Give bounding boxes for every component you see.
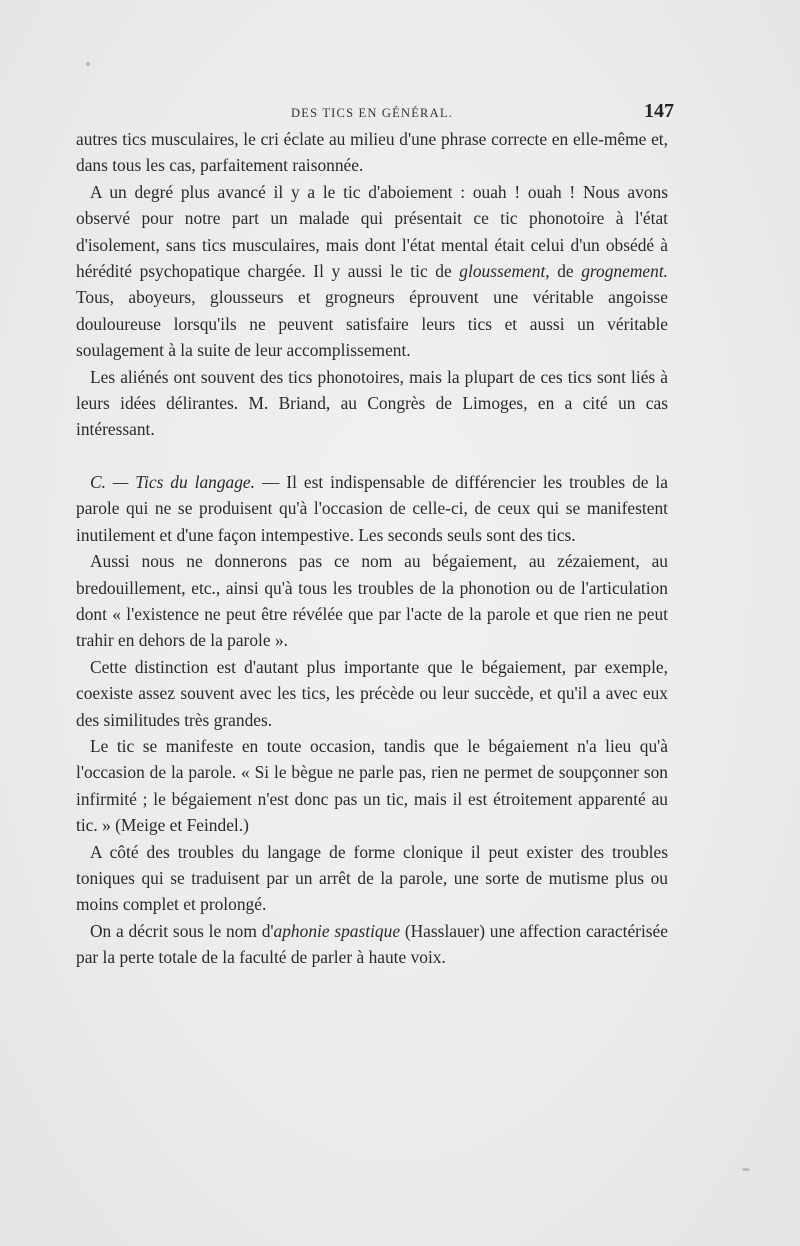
page-number: 147 (644, 100, 674, 122)
paragraph-5: Aussi nous ne donnerons pas ce nom au bégaiement, au zézaiement, au bredouillement, etc., ainsi qu'à tous les troubles de la phonotion ou de l'articulation dont « l'existence ne peut être révélée que par l'acte de la parole et que rien ne peut trahir en dehors de la parole ». (76, 551, 668, 651)
section-c-heading: C. — Tics du langage. (90, 471, 255, 492)
section-c-text: — Il est indispensable de différencier les troubles de la parole qui ne se produisent qu'à l'occasion de celle-ci, de ceux qui se manifestent inutilement et d'une façon intempestive. Les seconds seuls sont des tics. (76, 471, 668, 545)
paragraph-9-start: On a décrit sous le nom d' (90, 920, 274, 941)
paragraph-3: Les aliénés ont souvent des tics phonotoires, mais la plupart de ces tics sont liés à leurs idées délirantes. M. Briand, au Congrès de Limoges, en a cité un cas intéressant. (76, 366, 668, 440)
paragraph-2-end: Tous, aboyeurs, glousseurs et grogneurs éprouvent une véritable angoisse douloureuse lorsqu'ils ne peuvent satisfaire leurs tics et aussi un véritable soulagement à la suite de leur accomplissement. (76, 287, 668, 361)
term-gloussement: gloussement, (459, 261, 550, 282)
paragraph-9 (76, 918, 668, 971)
paragraph-8: A côté des troubles du langage de forme clonique il peut exister des troubles toniques qui se traduisent par un arrêt de la parole, une sorte de mutisme plus ou moins complet et prolongé. (76, 841, 668, 915)
running-head (76, 100, 674, 123)
term-aphonie-spastique: aphonie spastique (273, 920, 401, 941)
print-speck (742, 1168, 750, 1171)
section-c-paragraph (76, 469, 668, 548)
paragraph-9-end: (Hasslauer) une affection caractérisée par la perte totale de la faculté de parler à haute voix. (76, 920, 668, 968)
paragraph-2 (76, 179, 668, 364)
body-text (76, 126, 668, 971)
paragraph-2-mid: de (549, 261, 582, 282)
print-speck (86, 62, 90, 66)
paragraph-7: Le tic se manifeste en toute occasion, tandis que le bégaiement n'a lieu qu'à l'occasion de la parole. « Si le bègue ne parle pas, rien ne permet de soupçonner son infirmité ; le bégaiement n'est donc pas un tic, mais il est étroitement apparenté au tic. » (Meige et Feindel.) (76, 735, 668, 836)
running-title: DES TICS EN GÉNÉRAL. (291, 106, 453, 120)
term-grognement: grognement. (581, 261, 668, 282)
paragraph-2-start: A un degré plus avancé il y a le tic d'aboiement : ouah ! ouah ! Nous avons observé pour notre part un malade qui présentait ce tic phonotoire à l'état d'isolement, sans tics musculaires, mais dont l'état mental était celui d'un obsédé à hérédité psychopatique chargée. Il y aussi le tic de (76, 181, 668, 282)
paragraph-6: Cette distinction est d'autant plus importante que le bégaiement, par exemple, coexiste assez souvent avec les tics, les précède ou leur succède, et qu'il a avec eux des similitudes très grandes. (76, 656, 668, 730)
paragraph-1: autres tics musculaires, le cri éclate au milieu d'une phrase correcte en elle-même et, dans tous les cas, parfaitement raisonnée. (76, 129, 668, 176)
